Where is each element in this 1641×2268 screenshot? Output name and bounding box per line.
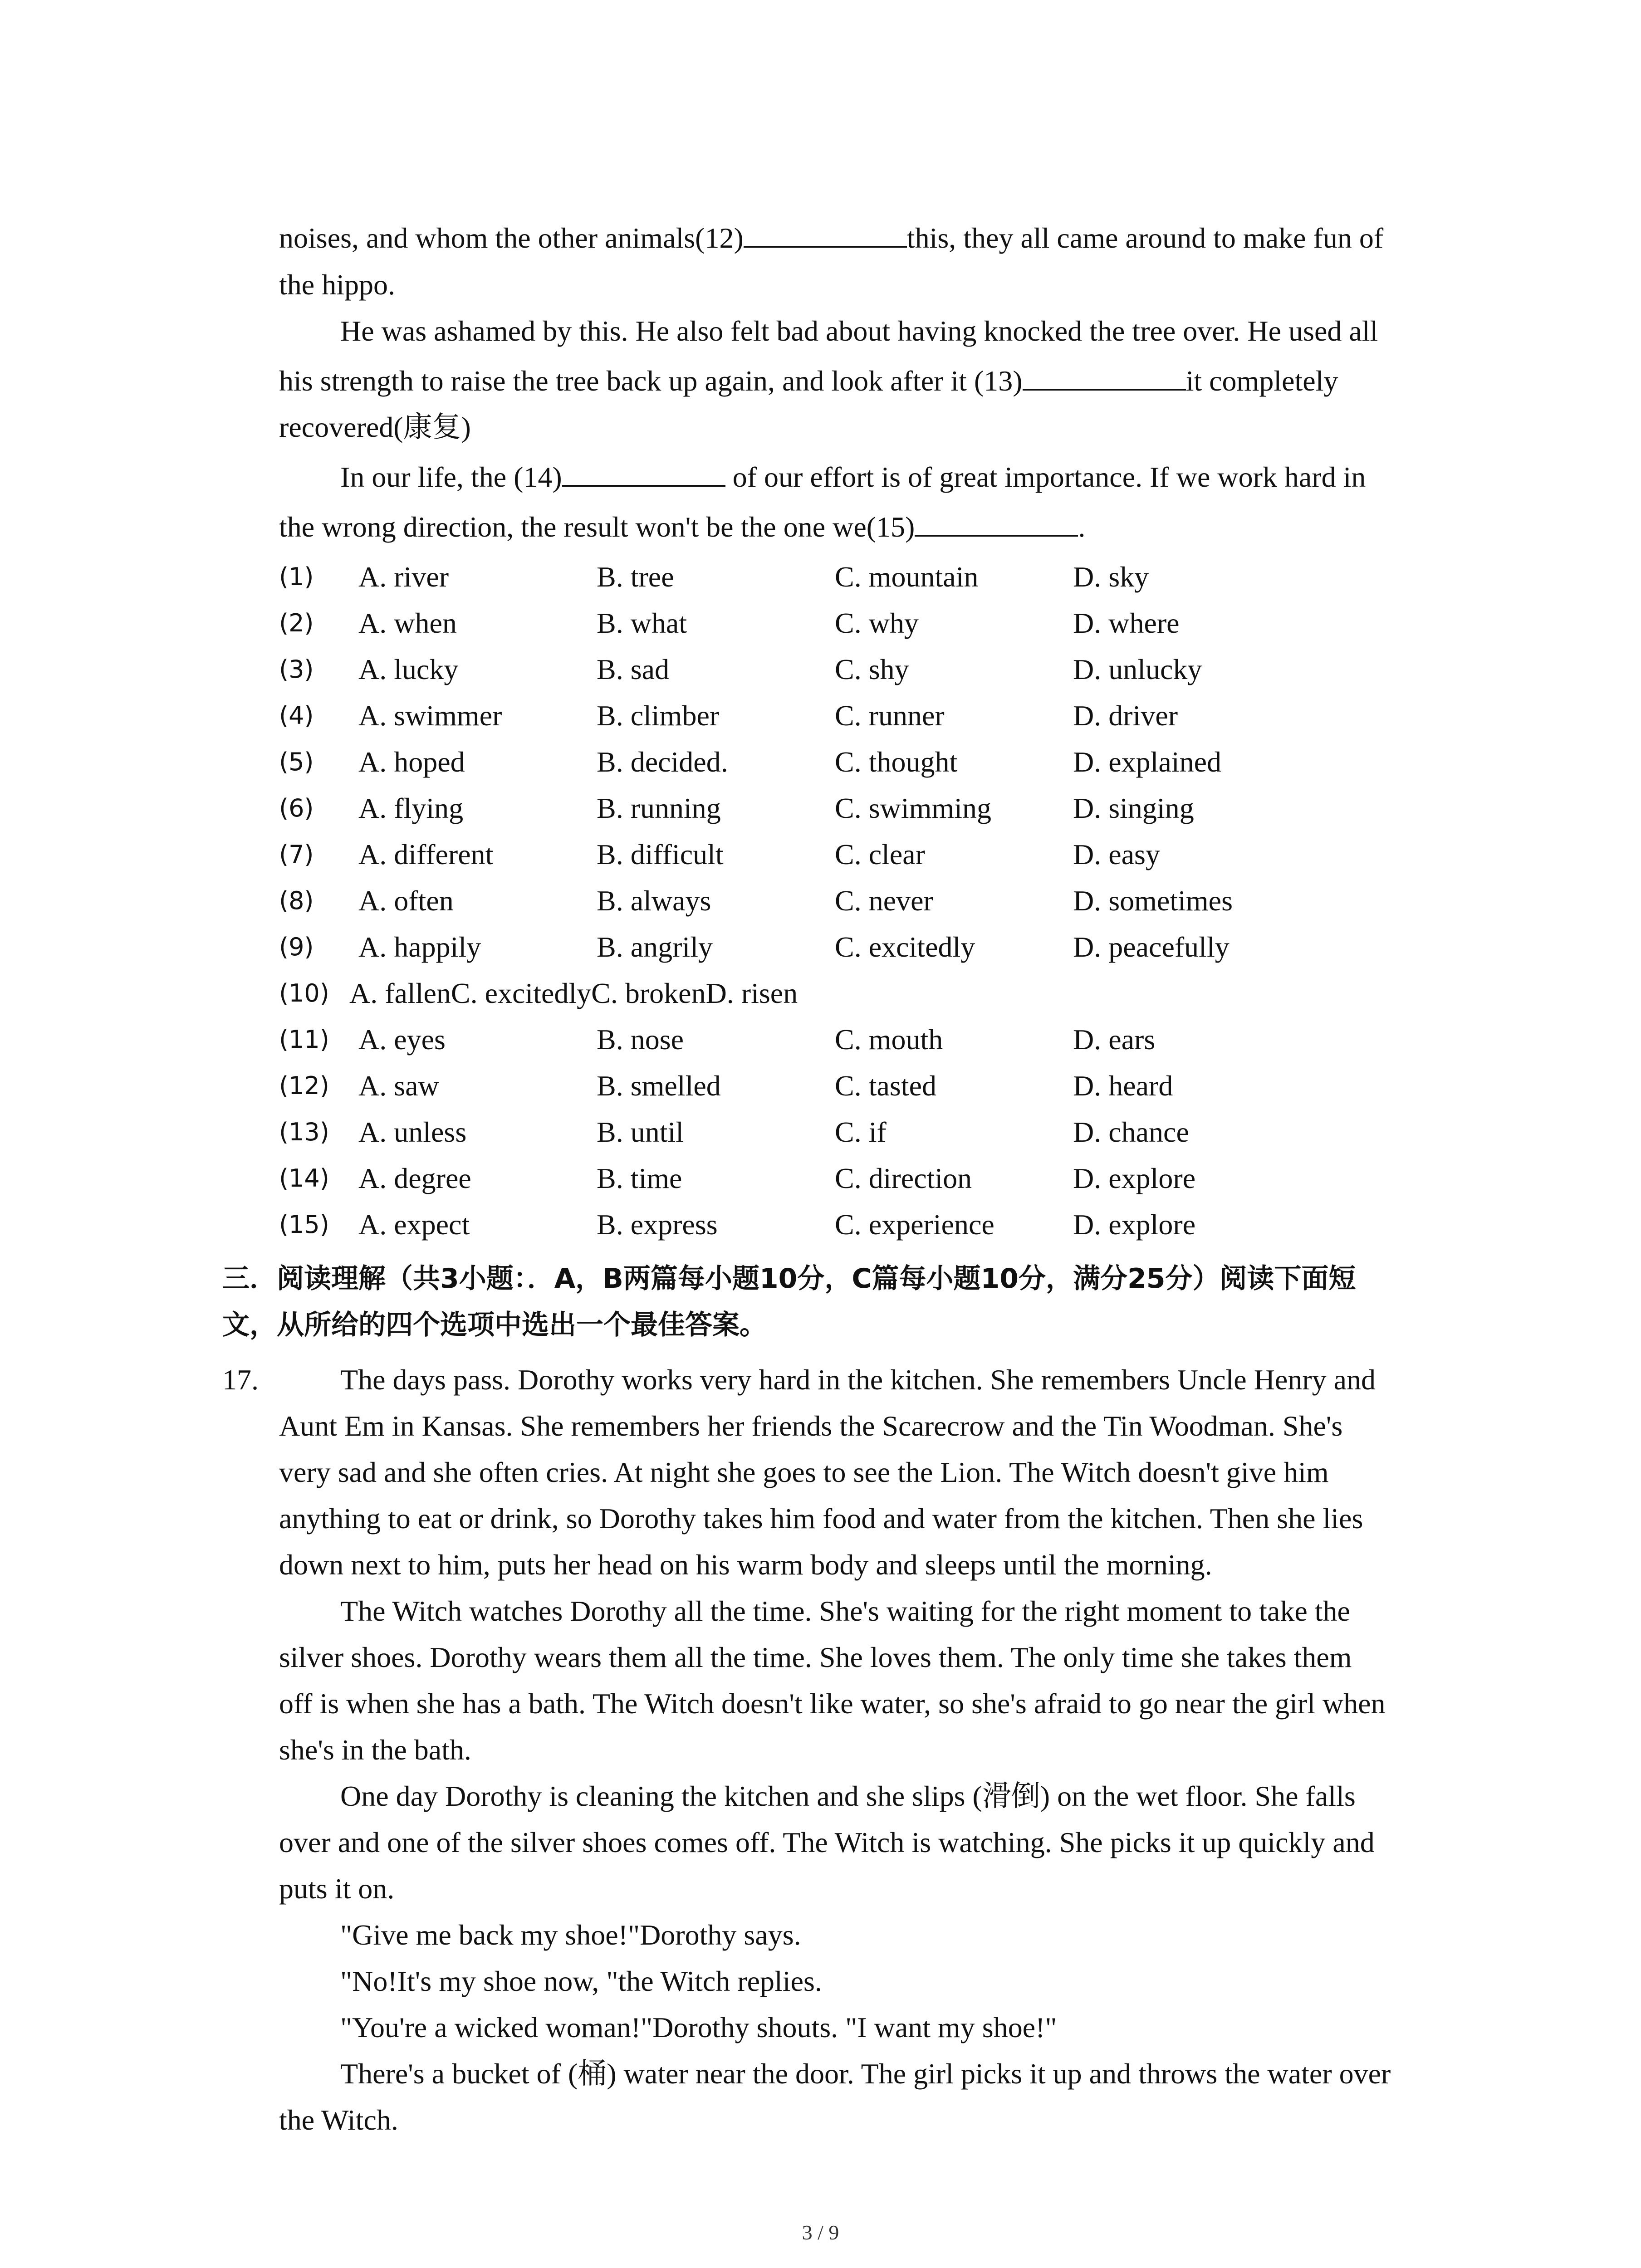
option-c: C. runner xyxy=(835,699,945,732)
option-b: B. always xyxy=(597,885,711,917)
option-number: (4) xyxy=(279,701,314,730)
passage-line xyxy=(279,215,1459,261)
section-heading: 三．阅读理解（共3小题：．A，B两篇每小题10分，C篇每小题10分，满分25分）阅读下面短 xyxy=(222,1263,1356,1295)
passage-line: The days pass. Dorothy works very hard in the kitchen. She remembers Uncle Henry and xyxy=(340,1364,1376,1396)
option-b: B. what xyxy=(597,607,687,639)
option-b: B. smelled xyxy=(597,1070,721,1102)
option-number: (9) xyxy=(279,933,314,961)
option-d: D. explained xyxy=(1073,746,1221,778)
passage-text: In our life, the (14) xyxy=(340,461,562,493)
option-row xyxy=(279,554,1459,600)
option-number: (6) xyxy=(279,794,314,822)
option-d: D. ears xyxy=(1073,1023,1156,1056)
option-c: C. swimming xyxy=(835,792,991,824)
passage-line: anything to eat or drink, so Dorothy takes him food and water from the kitchen. Then she lies xyxy=(279,1502,1363,1535)
option-c: C. why xyxy=(835,607,919,639)
option-number: (7) xyxy=(279,840,314,869)
option-d: D. explore xyxy=(1073,1208,1196,1241)
answer-blank-13 xyxy=(1023,362,1186,391)
option-number: (1) xyxy=(279,562,314,591)
option-row xyxy=(279,924,1459,970)
option-b: B. time xyxy=(597,1162,682,1194)
option-number: (14) xyxy=(279,1164,329,1193)
option-row xyxy=(279,1110,1459,1155)
option-row xyxy=(279,1063,1459,1109)
passage-line: over and one of the silver shoes comes off. The Witch is watching. She picks it up quickly and xyxy=(279,1826,1375,1858)
option-c: C. experience xyxy=(835,1208,994,1241)
answer-blank-12 xyxy=(744,219,907,248)
option-b: B. nose xyxy=(597,1023,684,1056)
option-b: B. decided. xyxy=(597,746,728,778)
passage-line: very sad and she often cries. At night she goes to see the Lion. The Witch doesn't give him xyxy=(279,1456,1329,1488)
option-number: (11) xyxy=(279,1025,329,1054)
option-c: C. clear xyxy=(835,838,925,870)
option-number: (12) xyxy=(279,1071,329,1100)
option-row xyxy=(279,1156,1459,1201)
passage-text: his strength to raise the tree back up again, and look after it (13) xyxy=(279,365,1023,397)
question-number: 17. xyxy=(222,1364,259,1396)
option-c: C. never xyxy=(835,885,933,917)
option-b: B. climber xyxy=(597,699,720,732)
passage-line: down next to him, puts her head on his warm body and sleeps until the morning. xyxy=(279,1549,1212,1581)
option-number: (10) xyxy=(279,979,329,1007)
passage-line: The Witch watches Dorothy all the time. She's waiting for the right moment to take the xyxy=(340,1595,1350,1627)
option-c: C. shy xyxy=(835,653,909,685)
option-a: A. hoped xyxy=(358,746,465,778)
option-d: D. chance xyxy=(1073,1116,1189,1148)
option-b: B. sad xyxy=(597,653,669,685)
option-row xyxy=(279,971,1459,1016)
option-c: C. mouth xyxy=(835,1023,943,1056)
passage-line: the Witch. xyxy=(279,2104,398,2136)
option-d: D. sometimes xyxy=(1073,885,1233,917)
option-number: (2) xyxy=(279,609,314,637)
option-c: C. direction xyxy=(835,1162,972,1194)
option-row xyxy=(279,601,1459,646)
page-number: 3 / 9 xyxy=(802,2221,839,2244)
option-b: B. tree xyxy=(597,561,674,593)
option-a: A. eyes xyxy=(358,1023,446,1056)
option-b: B. difficult xyxy=(597,838,724,870)
passage-text: . xyxy=(1078,511,1086,543)
passage-line: "You're a wicked woman!"Dorothy shouts. "I want my shoe!" xyxy=(340,2011,1057,2043)
option-number: (3) xyxy=(279,655,314,684)
option-d: D. explore xyxy=(1073,1162,1196,1194)
passage-line xyxy=(340,455,1459,500)
option-d: D. heard xyxy=(1073,1070,1173,1102)
option-d: D. unlucky xyxy=(1073,653,1202,685)
passage-text: of our effort is of great importance. If we work hard in xyxy=(725,461,1366,493)
option-c: C. if xyxy=(835,1116,887,1148)
option-number: (15) xyxy=(279,1210,329,1239)
option-b: B. angrily xyxy=(597,931,713,963)
option-b: B. until xyxy=(597,1116,684,1148)
option-d: D. driver xyxy=(1073,699,1178,732)
passage-text: it completely xyxy=(1185,365,1338,397)
option-merged: A. fallenC. excitedlyC. brokenD. risen xyxy=(349,977,798,1009)
passage-text: the wrong direction, the result won't be the one we(15) xyxy=(279,511,915,543)
option-a: A. saw xyxy=(358,1070,439,1102)
passage-line: There's a bucket of (桶) water near the door. The girl picks it up and throws the water over xyxy=(340,2058,1391,2090)
option-a: A. swimmer xyxy=(358,699,502,732)
option-row xyxy=(279,1017,1459,1062)
passage-line: the hippo. xyxy=(279,269,395,301)
option-row xyxy=(279,786,1459,831)
option-row xyxy=(279,693,1459,738)
answer-blank-15 xyxy=(915,508,1078,537)
passage-line: recovered(康复) xyxy=(279,411,471,443)
option-a: A. river xyxy=(358,561,449,593)
option-c: C. excitedly xyxy=(835,931,975,963)
option-d: D. sky xyxy=(1073,561,1149,593)
passage-line: He was ashamed by this. He also felt bad about having knocked the tree over. He used all xyxy=(340,315,1378,347)
option-d: D. singing xyxy=(1073,792,1194,824)
option-row xyxy=(279,647,1459,692)
option-number: (13) xyxy=(279,1118,329,1146)
option-a: A. lucky xyxy=(358,653,459,685)
option-row xyxy=(279,1202,1459,1247)
option-a: A. when xyxy=(358,607,457,639)
option-a: A. unless xyxy=(358,1116,467,1148)
section-heading: 文，从所给的四个选项中选出一个最佳答案。 xyxy=(222,1309,767,1341)
option-row xyxy=(279,878,1459,924)
passage-line: silver shoes. Dorothy wears them all the time. She loves them. The only time she takes them xyxy=(279,1641,1352,1673)
passage-line: she's in the bath. xyxy=(279,1734,471,1766)
passage-line: One day Dorothy is cleaning the kitchen and she slips (滑倒) on the wet floor. She falls xyxy=(340,1780,1356,1812)
option-number: (8) xyxy=(279,886,314,915)
option-c: C. mountain xyxy=(835,561,979,593)
passage-line: "Give me back my shoe!"Dorothy says. xyxy=(340,1919,801,1951)
passage-line: off is when she has a bath. The Witch doesn't like water, so she's afraid to go near the girl when xyxy=(279,1687,1386,1720)
option-row xyxy=(279,832,1459,877)
passage-text: noises, and whom the other animals(12) xyxy=(279,222,744,254)
option-b: B. express xyxy=(597,1208,718,1241)
option-a: A. happily xyxy=(358,931,481,963)
option-d: D. where xyxy=(1073,607,1180,639)
answer-blank-14 xyxy=(562,458,725,487)
option-a: A. degree xyxy=(358,1162,471,1194)
option-c: C. tasted xyxy=(835,1070,936,1102)
passage-line: Aunt Em in Kansas. She remembers her friends the Scarecrow and the Tin Woodman. She's xyxy=(279,1410,1343,1442)
option-number: (5) xyxy=(279,748,314,776)
option-b: B. running xyxy=(597,792,721,824)
passage-text: this, they all came around to make fun of xyxy=(906,222,1384,254)
passage-line xyxy=(279,358,1459,404)
option-d: D. peacefully xyxy=(1073,931,1230,963)
option-d: D. easy xyxy=(1073,838,1160,870)
passage-line xyxy=(279,504,1459,550)
option-a: A. expect xyxy=(358,1208,470,1241)
option-row xyxy=(279,739,1459,785)
option-a: A. different xyxy=(358,838,494,870)
option-a: A. flying xyxy=(358,792,464,824)
passage-line: "No!It's my shoe now, "the Witch replies. xyxy=(340,1965,822,1997)
passage-line: puts it on. xyxy=(279,1872,395,1905)
option-c: C. thought xyxy=(835,746,958,778)
option-a: A. often xyxy=(358,885,454,917)
